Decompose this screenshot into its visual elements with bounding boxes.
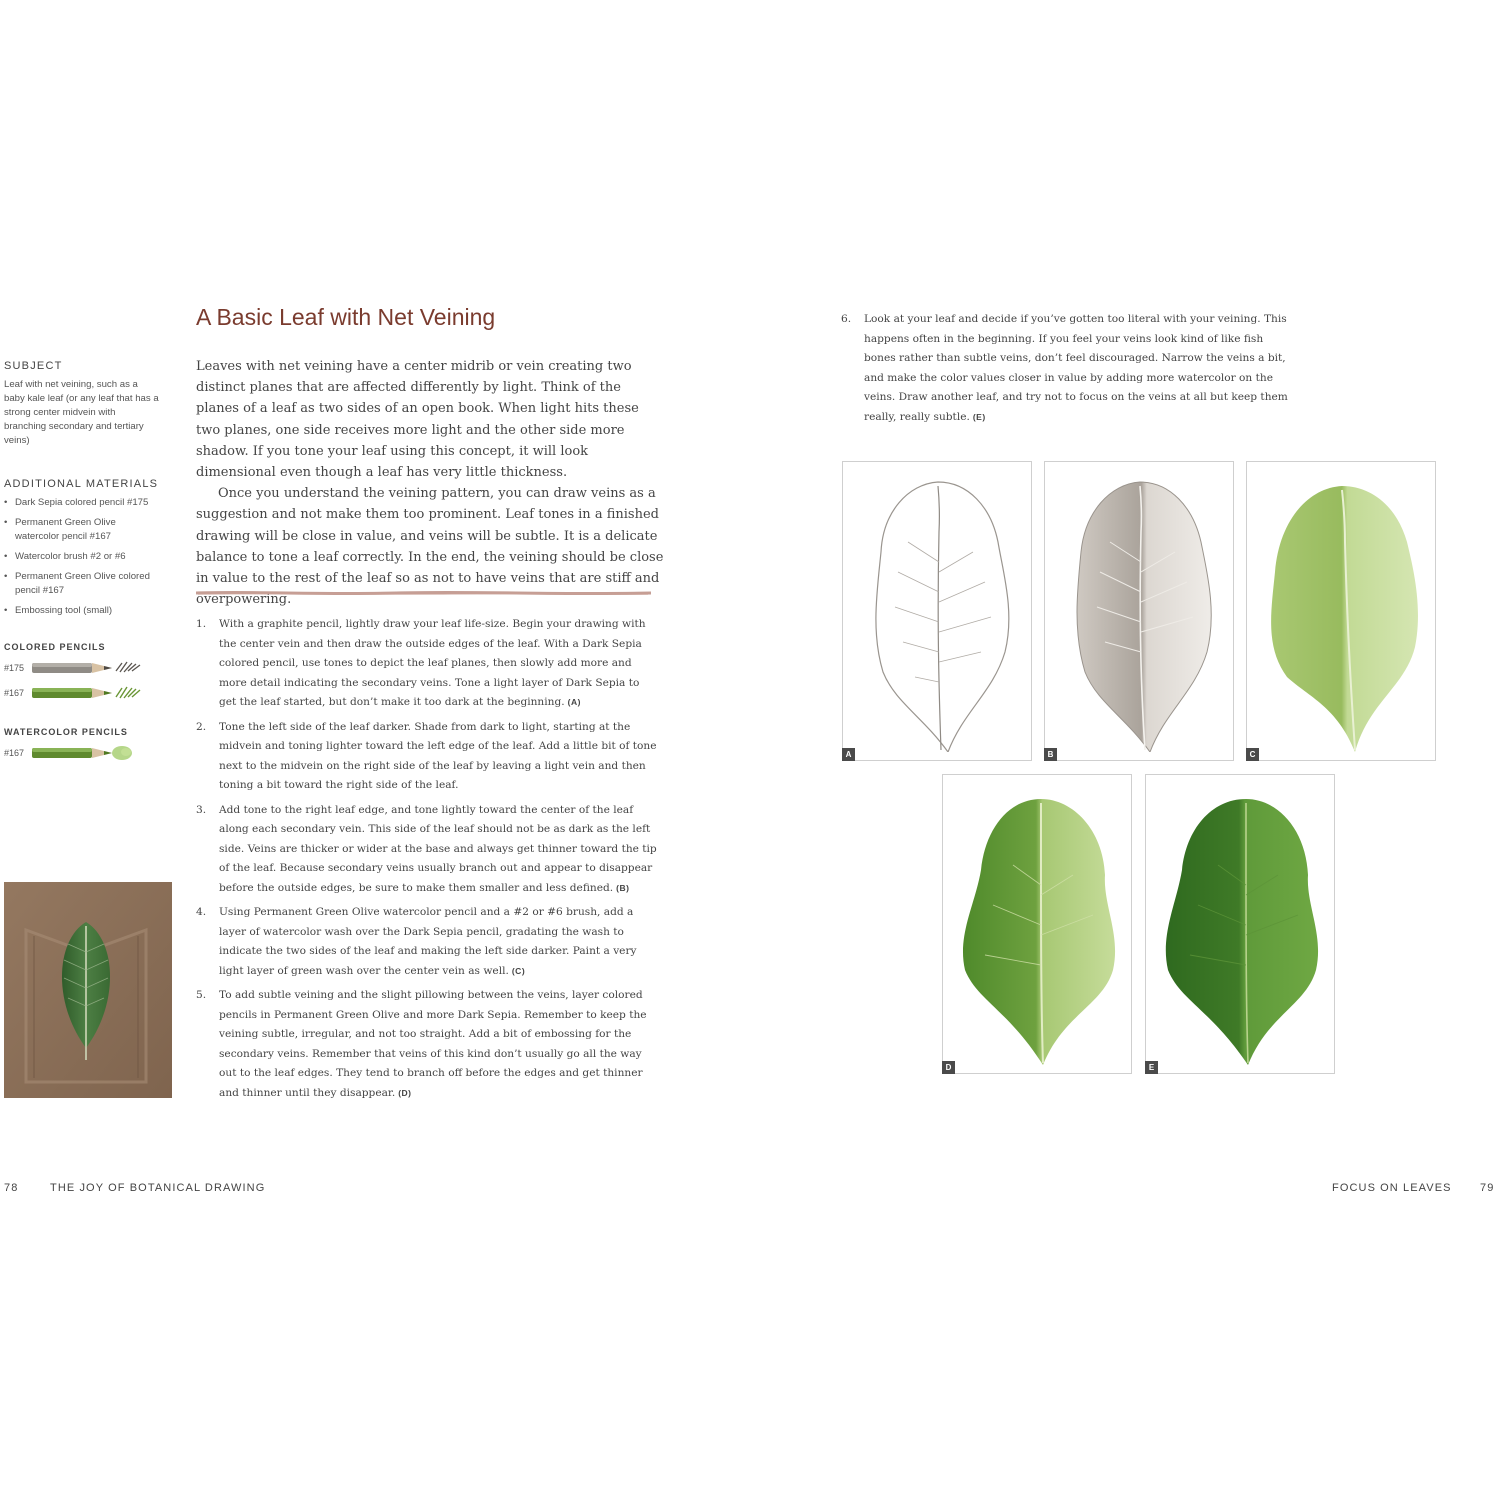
page-number-left: 78 [4,1182,19,1194]
leaf-stage-panel-c [1246,461,1436,761]
subject-text: Leaf with net veining, such as a baby kale leaf (or any leaf that has a strong center midvein with branching secondary and tertiary veins) [4,379,159,446]
leaf-stage-panel-d [942,774,1132,1074]
step-number: 2. [196,720,207,733]
step-text: To add subtle veining and the slight pillowing between the veins, layer colored pencils in Permanent Green Olive and more Dark Sepia. Remember to keep the veining subtle, irregular, and not too straight. Add a bit of embossing for the secondary veins. Remember that veins of this kind don’t usually go all the way out to the leaf edges. They tend to branch off before the edges and get thinner and thinner until they disappear. [219,989,647,1099]
materials-sidebar [4,360,164,768]
intro-paragraph: Once you understand the veining pattern, you can draw veins as a suggestion and not make them too prominent. Leaf tones in a finished drawing will be close in value, and veins will be subtle. It is a delicate balance to tone a leaf correctly. In the end, the veining should be close in value to the rest of the leaf so as not to have veins that are stiff and overpowering. [196,486,664,608]
step-text: Add tone to the right leaf edge, and tone lightly toward the center of the leaf along each secondary vein. This side of the leaf should not be as dark as the left side. Veins are thicker or wider at the base and always get thinner toward the tip of the leaf. Because secondary veins usually branch out and appear to disappear before the outside edges, be sure to make them smaller and less defined. [219,803,657,894]
leaf-stage-panel-b [1044,461,1234,761]
figure-ref: (D) [398,1087,412,1098]
colored-pencils-heading: COLORED PENCILS [4,642,106,652]
material-item: • Permanent Green Olive watercolor pencil #167 [4,516,154,544]
materials-heading: ADDITIONAL MATERIALS [4,478,159,490]
panel-label: E [1145,1061,1158,1074]
panel-label: A [842,748,855,761]
figure-ref: (C) [511,965,526,976]
step-number: 4. [196,906,207,918]
step-item [196,615,658,713]
pencil-code: #175 [4,663,25,673]
leaf-wash-painting-icon [1257,472,1427,752]
materials-list [4,496,154,618]
step-item [196,801,658,899]
running-head-right: FOCUS ON LEAVES [1332,1182,1452,1194]
step-list [196,615,658,1108]
material-item: • Permanent Green Olive colored pencil #167 [4,570,154,598]
leaf-stage-panel-a [842,461,1032,761]
figure-ref: (E) [972,411,986,422]
step-number: 5. [196,989,207,1001]
watercolor-pencils-heading: WATERCOLOR PENCILS [4,727,128,737]
step-text: Look at your leaf and decide if you’ve gotten too literal with your veining. This happens often in the beginning. If you feel your veins look kind of like fish bones rather than subtle veins, don’t feel discouraged. Narrow the veins a bit, and make the color values closer in value by adding more watercolor on the veins. Draw another leaf, and try not to focus on the veins at all but keep them really, really subtle. [864,313,1288,423]
step-item [196,718,658,796]
pencil-code: #167 [4,688,25,698]
panel-label: D [942,1061,955,1074]
leaf-stage-panel-e [1145,774,1335,1074]
dark-sepia-pencil-icon [32,659,147,677]
watercolor-swatch-167 [4,743,164,763]
step-text: With a graphite pencil, lightly draw your leaf life-size. Begin your drawing with the center vein and then draw the outside edges of the leaf. With a Dark Sepia colored pencil, use tones to depict the leaf planes, then slowly add more and more detail indicating the secondary veins. Tone a light layer of Dark Sepia to get the leaf started, but don’t make it too dark at the beginning. [219,618,646,708]
intro-paragraph: Leaves with net veining have a center midrib or vein creating two distinct planes that are affected differently by light. Think of the planes of a leaf as two sides of an open book. When light hits these two planes, one side receives more light and the other side more shadow. If you tone your leaf using this concept, it will look dimensional even though a leaf has very little thickness. [196,359,639,481]
leaf-outline-drawing-icon [853,472,1023,752]
pencil-swatch-167 [4,683,164,703]
step-item [196,986,658,1103]
pencil-stroke-divider [196,589,651,597]
leaf-layered-painting-icon [953,785,1123,1065]
step-text: Tone the left side of the leaf darker. Shade from dark to light, starting at the midvein and toning lighter toward the left edge of the leaf. Add a little bit of tone next to the midvein on the right side of the leaf by leaving a light vein and then toning a bit toward the right side of the leaf. [219,720,657,791]
material-item: • Dark Sepia colored pencil #175 [4,496,154,510]
running-head-left: THE JOY OF BOTANICAL DRAWING [50,1182,266,1194]
figure-ref: (B) [616,882,630,893]
panel-label: B [1044,748,1057,761]
step-item [841,310,1291,427]
step-number: 3. [196,803,207,816]
page-number-right: 79 [1480,1182,1495,1194]
leaf-tone-drawing-icon [1055,472,1225,752]
figure-ref: (A) [567,697,581,707]
leaf-final-painting-icon [1156,785,1326,1065]
subject-heading: SUBJECT [4,360,63,372]
step-item [196,903,658,981]
intro-text [196,356,666,610]
watercolor-pencil-icon [32,744,147,762]
material-item: • Watercolor brush #2 or #6 [4,550,154,564]
pencil-code: #167 [4,748,25,758]
page-title: A Basic Leaf with Net Veining [196,304,496,330]
pencil-swatch-175 [4,658,164,678]
material-item: • Embossing tool (small) [4,604,154,618]
step-number: 6. [841,313,852,325]
embossed-leaf-photo [4,882,172,1098]
step-text: Using Permanent Green Olive watercolor pencil and a #2 or #6 brush, add a layer of watercolor wash over the Dark Sepia pencil, gradating the wash to indicate the two sides of the leaf and making the left side darker. Paint a very light layer of green wash over the center vein as well. [219,906,637,977]
green-olive-pencil-icon [32,684,147,702]
panel-label: C [1246,748,1259,761]
step-number: 1. [196,618,207,630]
